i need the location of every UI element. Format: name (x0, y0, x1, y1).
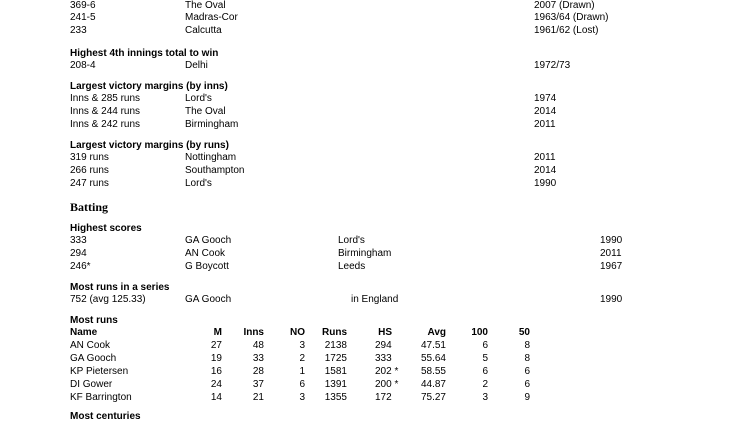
fifties-cell: 6 (524, 366, 530, 377)
name-cell: KF Barrington (70, 392, 132, 403)
venue-cell: in England (351, 294, 399, 305)
name-cell: DI Gower (70, 379, 113, 390)
fifties-cell: 9 (524, 392, 530, 403)
innings-cell: 37 (252, 379, 264, 390)
hundreds-cell: 3 (482, 392, 488, 403)
year-cell: 1967 (600, 261, 623, 272)
column-header: 100 (471, 327, 488, 338)
margin-cell: 247 runs (70, 178, 109, 189)
year-cell: 1961/62 (Lost) (534, 25, 599, 36)
margin-cell: Inns & 242 runs (70, 119, 141, 130)
hundreds-cell: 6 (482, 366, 488, 377)
score-cell: 294 (70, 248, 87, 259)
fifties-cell: 8 (524, 340, 530, 351)
column-header: 50 (518, 327, 530, 338)
venue-cell: Lord's (338, 235, 365, 246)
hundreds-cell: 2 (482, 379, 488, 390)
year-cell: 2011 (534, 119, 556, 130)
matches-cell: 19 (210, 353, 222, 364)
column-header: NO (290, 327, 305, 338)
margin-cell: Inns & 244 runs (70, 106, 141, 117)
year-cell: 1974 (534, 93, 557, 104)
year-cell: 1963/64 (Drawn) (534, 12, 609, 23)
margin-cell: 266 runs (70, 165, 109, 176)
venue-cell: Nottingham (185, 152, 237, 163)
high-score-cell: 172 (375, 392, 392, 403)
score-cell: 369-6 (70, 0, 96, 11)
column-header: Name (70, 327, 98, 338)
fifties-cell: 6 (524, 379, 530, 390)
score-cell: 241-5 (70, 12, 96, 23)
venue-cell: Calcutta (185, 25, 222, 36)
venue-cell: The Oval (185, 0, 226, 11)
venue-cell: Madras-Cor (185, 12, 238, 23)
name-cell: GA Gooch (70, 353, 117, 364)
venue-cell: Leeds (338, 261, 366, 272)
player-cell: G Boycott (185, 261, 229, 272)
section-heading: Highest 4th innings total to win (70, 48, 219, 59)
venue-cell: Southampton (185, 165, 245, 176)
not-outs-cell: 2 (299, 353, 305, 364)
innings-cell: 28 (252, 366, 264, 377)
matches-cell: 14 (210, 392, 222, 403)
innings-cell: 33 (252, 353, 264, 364)
runs-cell: 1581 (324, 366, 347, 377)
average-cell: 58.55 (420, 366, 446, 377)
runs-cell: 1391 (324, 379, 347, 390)
year-cell: 1990 (600, 235, 623, 246)
runs-cell: 2138 (324, 340, 347, 351)
innings-cell: 48 (252, 340, 264, 351)
year-cell: 1990 (600, 294, 623, 305)
not-outs-cell: 1 (299, 366, 305, 377)
matches-cell: 27 (210, 340, 222, 351)
margin-cell: Inns & 285 runs (70, 93, 141, 104)
matches-cell: 16 (210, 366, 222, 377)
average-cell: 55.64 (420, 353, 446, 364)
year-cell: 2014 (534, 106, 557, 117)
column-header: Runs (322, 327, 347, 338)
player-cell: AN Cook (185, 248, 226, 259)
high-score-cell: 333 (375, 353, 392, 364)
section-heading: Largest victory margins (by runs) (70, 140, 229, 151)
high-score-cell: 202 * (375, 366, 399, 377)
year-cell: 1972/73 (534, 60, 571, 71)
hundreds-cell: 6 (482, 340, 488, 351)
section-heading: Highest scores (70, 223, 142, 234)
venue-cell: Birmingham (185, 119, 239, 130)
venue-cell: Delhi (185, 60, 208, 71)
column-header: HS (378, 327, 392, 338)
year-cell: 1990 (534, 178, 557, 189)
high-score-cell: 200 * (375, 379, 399, 390)
player-cell: GA Gooch (185, 235, 232, 246)
hundreds-cell: 5 (482, 353, 488, 364)
player-cell: GA Gooch (185, 294, 232, 305)
venue-cell: Lord's (185, 93, 212, 104)
score-cell: 208-4 (70, 60, 96, 71)
year-cell: 2014 (534, 165, 557, 176)
innings-cell: 21 (252, 392, 264, 403)
not-outs-cell: 3 (299, 340, 305, 351)
matches-cell: 24 (210, 379, 222, 390)
score-cell: 233 (70, 25, 87, 36)
year-cell: 2011 (534, 152, 556, 163)
score-cell: 333 (70, 235, 87, 246)
score-cell: 246* (70, 261, 91, 272)
section-heading: Most runs in a series (70, 282, 170, 293)
column-header: M (213, 327, 222, 338)
batting-heading: Batting (70, 200, 109, 214)
runs-cell: 1725 (324, 353, 347, 364)
runs-cell: 752 (avg 125.33) (70, 294, 146, 305)
venue-cell: Birmingham (338, 248, 392, 259)
year-cell: 2011 (600, 248, 622, 259)
section-heading: Largest victory margins (by inns) (70, 81, 228, 92)
column-header: Avg (427, 327, 446, 338)
not-outs-cell: 3 (299, 392, 305, 403)
high-score-cell: 294 (375, 340, 392, 351)
average-cell: 44.87 (420, 379, 446, 390)
year-cell: 2007 (Drawn) (534, 0, 595, 11)
name-cell: KP Pietersen (70, 366, 129, 377)
venue-cell: The Oval (185, 106, 226, 117)
margin-cell: 319 runs (70, 152, 109, 163)
venue-cell: Lord's (185, 178, 212, 189)
average-cell: 47.51 (420, 340, 446, 351)
name-cell: AN Cook (70, 340, 111, 351)
column-header: Inns (243, 327, 264, 338)
not-outs-cell: 6 (299, 379, 305, 390)
section-heading: Most runs (70, 315, 118, 326)
section-heading: Most centuries (70, 411, 141, 422)
fifties-cell: 8 (524, 353, 530, 364)
runs-cell: 1355 (324, 392, 347, 403)
average-cell: 75.27 (420, 392, 446, 403)
